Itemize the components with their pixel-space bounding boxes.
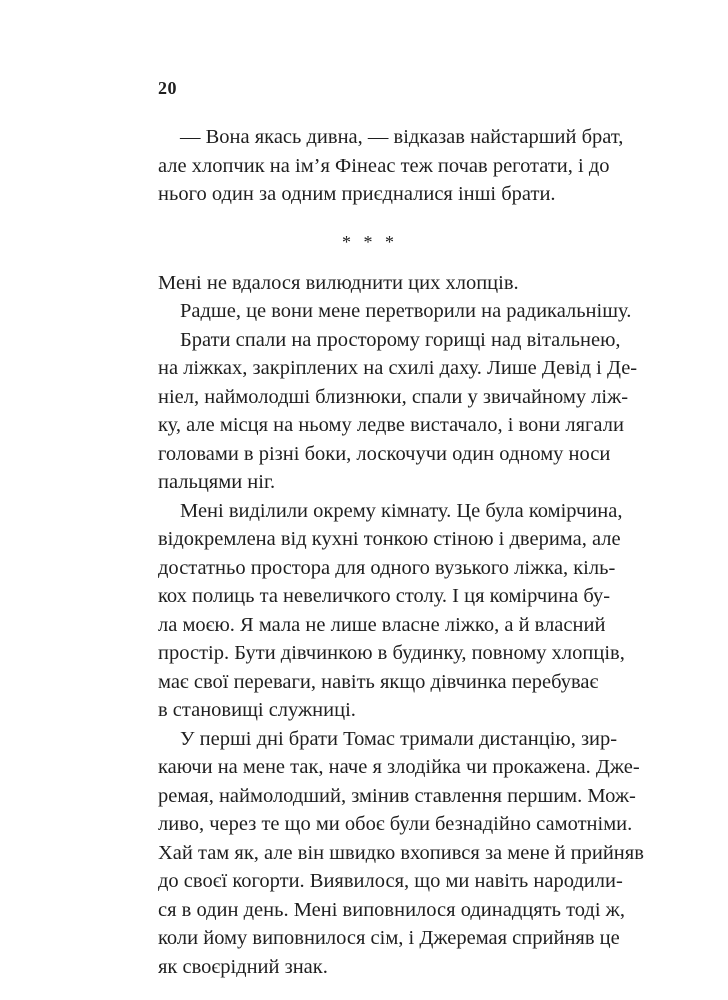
text-line: до своєї когорти. Виявилося, що ми навіть народили- — [158, 870, 623, 892]
text-line: ку, але місця на ньому ледве вистачало, і вони лягали — [158, 414, 624, 436]
text-line: в становищі служниці. — [158, 699, 356, 721]
text-line: Мені виділили окрему кімнату. Це була комірчина, — [180, 499, 623, 522]
text-line: Брати спали на просторому горищі над вітальнею, — [180, 328, 621, 351]
text-line: нього один за одним приєдналися інші брати. — [158, 183, 556, 205]
text-line: достатньо простора для одного вузького ліжка, кіль- — [158, 556, 616, 579]
text-line: — Вона якась дивна, — відказав найстарший брат, — [180, 126, 624, 148]
text-line: але хлопчик на ім’я Фінеас теж почав реготати, і до — [158, 154, 610, 177]
section-separator: * * * — [342, 231, 398, 252]
text-line: на ліжках, закріплених на схилі даху. Лише Девід і Де- — [158, 357, 638, 379]
text-line: Радше, це вони мене перетворили на радикальнішу. — [180, 300, 632, 322]
text-line: ніел, наймолодші близнюки, спали у звичайному ліж- — [158, 385, 629, 408]
text-line: У перші дні брати Томас тримали дистанцію, зир- — [180, 727, 618, 750]
text-line: Хай там як, але він швидко вхопився за мене й прийняв — [158, 841, 644, 864]
text-line: ливо, через те що ми обоє були безнадійно самотніми. — [158, 813, 633, 835]
text-line: пальцями ніг. — [158, 471, 276, 493]
text-line: ремая, наймолодший, змінив ставлення першим. Мож- — [158, 784, 636, 807]
text-line: має свої переваги, навіть якщо дівчинка перебуває — [158, 670, 599, 693]
text-line: ся в один день. Мені виповнилося одинадцять тоді ж, — [158, 898, 625, 921]
text-line: кох полиць та невеличкого столу. І ця комірчина бу- — [158, 585, 611, 607]
text-line: головами в різні боки, лоскочучи один одному носи — [158, 442, 611, 465]
text-line: простір. Бути дівчинкою в будинку, повному хлопців, — [158, 642, 625, 664]
page-number: 20 — [158, 78, 177, 98]
text-line: ла моєю. Я мала не лише власне ліжко, а й власний — [158, 613, 606, 636]
text-line: каючи на мене так, наче я злодійка чи прокажена. Дже- — [158, 756, 640, 778]
text-line: Мені не вдалося вилюднити цих хлопців. — [158, 271, 519, 294]
text-line: відокремлена від кухні тонкою стіною і дверима, але — [158, 528, 621, 550]
text-line: як своєрідний знак. — [158, 955, 328, 978]
text-line: коли йому виповнилося сім, і Джеремая сприйняв це — [158, 927, 620, 949]
